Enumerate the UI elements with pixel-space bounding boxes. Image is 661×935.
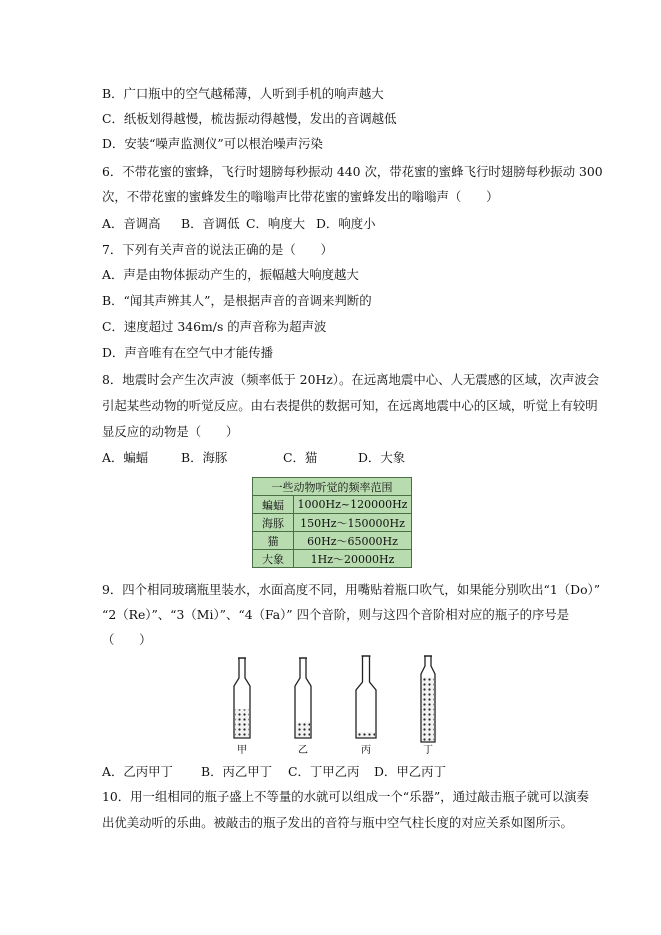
- q7-option-b: B．“闻其声辨其人”，是根据声音的音调来判断的: [102, 293, 372, 308]
- animal-name: 大象: [253, 550, 294, 568]
- q9-option-b: B．丙乙甲丁: [201, 764, 273, 779]
- q9-option-d: D．甲乙丙丁: [374, 764, 446, 779]
- q8-option-c: C．猫: [283, 450, 318, 465]
- bottle-water: [357, 732, 375, 738]
- table-row: [253, 514, 412, 532]
- q9-option-a: A．乙丙甲丁: [102, 764, 173, 779]
- bottle-outline: [356, 656, 376, 738]
- q7-option-d: D．声音唯有在空气中才能传播: [102, 345, 274, 360]
- q7-option-a: A．声是由物体振动产生的，振幅越大响度越大: [102, 267, 359, 282]
- q8-option-d: D．大象: [358, 450, 406, 465]
- frequency-range: 1000Hz~120000Hz: [294, 496, 412, 514]
- q8-stem-line2: 引起某些动物的听觉反应。由右表提供的数据可知，在远离地震中心的区域，听觉上有较明: [102, 398, 598, 413]
- q5-option-d: D．安装“噪声监测仪”可以根治噪声污染: [102, 136, 323, 151]
- four-bottles-figure: [222, 652, 442, 756]
- q8-stem-line1: 8．地震时会产生次声波（频率低于 20Hz）。在远离地震中心、人无震感的区域，次声波会: [102, 372, 600, 387]
- q6-option-c: C．响度大: [246, 216, 306, 231]
- bottle-label: 甲: [237, 745, 247, 756]
- animal-name: 蝙蝠: [253, 496, 294, 514]
- animal-name: 猫: [253, 532, 294, 550]
- bottle-label: 乙: [298, 745, 308, 756]
- table-row: [253, 550, 412, 568]
- bottle-water: [296, 722, 310, 738]
- table-title: 一些动物听觉的频率范围: [253, 478, 412, 496]
- q7-stem: 7．下列有关声音的说法正确的是（ ）: [102, 242, 333, 257]
- q5-option-c: C．纸板划得越慢，梳齿振动得越慢，发出的音调越低: [102, 111, 397, 126]
- q9-stem-line3: （ ）: [102, 632, 152, 647]
- q9-option-c: C．丁甲乙丙: [288, 764, 360, 779]
- frequency-range: 1Hz～20000Hz: [294, 550, 412, 568]
- q8-option-a: A．蝙蝠: [102, 450, 149, 465]
- bottle-water: [235, 709, 249, 738]
- bottle-label: 丙: [361, 745, 371, 756]
- q10-stem-line2: 出优美动听的乐曲。被敲击的瓶子发出的音符与瓶中空气柱长度的对应关系如图所示。: [102, 815, 573, 830]
- q9-stem-line1: 9．四个相同玻璃瓶里装水，水面高度不同，用嘴贴着瓶口吹气，如果能分别吹出“1（Do）”: [102, 582, 601, 597]
- bottle-label: 丁: [423, 745, 433, 756]
- q9-stem-line2: “2（Re）”、“3（Mi）”、“4（Fa）” 四个音阶，则与这四个音阶相对应的瓶子的序号是: [102, 607, 570, 622]
- animal-name: 海豚: [253, 514, 294, 532]
- frequency-range: 60Hz～65000Hz: [294, 532, 412, 550]
- q6-stem-line1: 6．不带花蜜的蜜蜂，飞行时翅膀每秒振动 440 次，带花蜜的蜜蜂飞行时翅膀每秒振动 300: [102, 164, 603, 179]
- bottle-water: [422, 677, 434, 742]
- q8-option-b: B．海豚: [181, 450, 228, 465]
- q6-stem-line2: 次，不带花蜜的蜜蜂发生的嗡嗡声比带花蜜的蜜蜂发出的嗡嗡声（ ）: [102, 189, 499, 204]
- table-row: [253, 496, 412, 514]
- q7-option-c: C．速度超过 346m/s 的声音称为超声波: [102, 319, 327, 334]
- q6-option-a: A．音调高: [102, 216, 161, 231]
- animal-hearing-table: [252, 477, 412, 568]
- q10-stem-line1: 10．用一组相同的瓶子盛上不等量的水就可以组成一个“乐器”，通过敲击瓶子就可以演奏: [102, 789, 589, 804]
- q8-stem-line3: 显反应的动物是（ ）: [102, 424, 239, 439]
- q6-option-b: B．音调低: [181, 216, 240, 231]
- q6-option-d: D．响度小: [316, 216, 376, 231]
- frequency-range: 150Hz～150000Hz: [294, 514, 412, 532]
- q5-option-b: B．广口瓶中的空气越稀薄，人听到手机的响声越大: [102, 86, 384, 101]
- table-row: [253, 532, 412, 550]
